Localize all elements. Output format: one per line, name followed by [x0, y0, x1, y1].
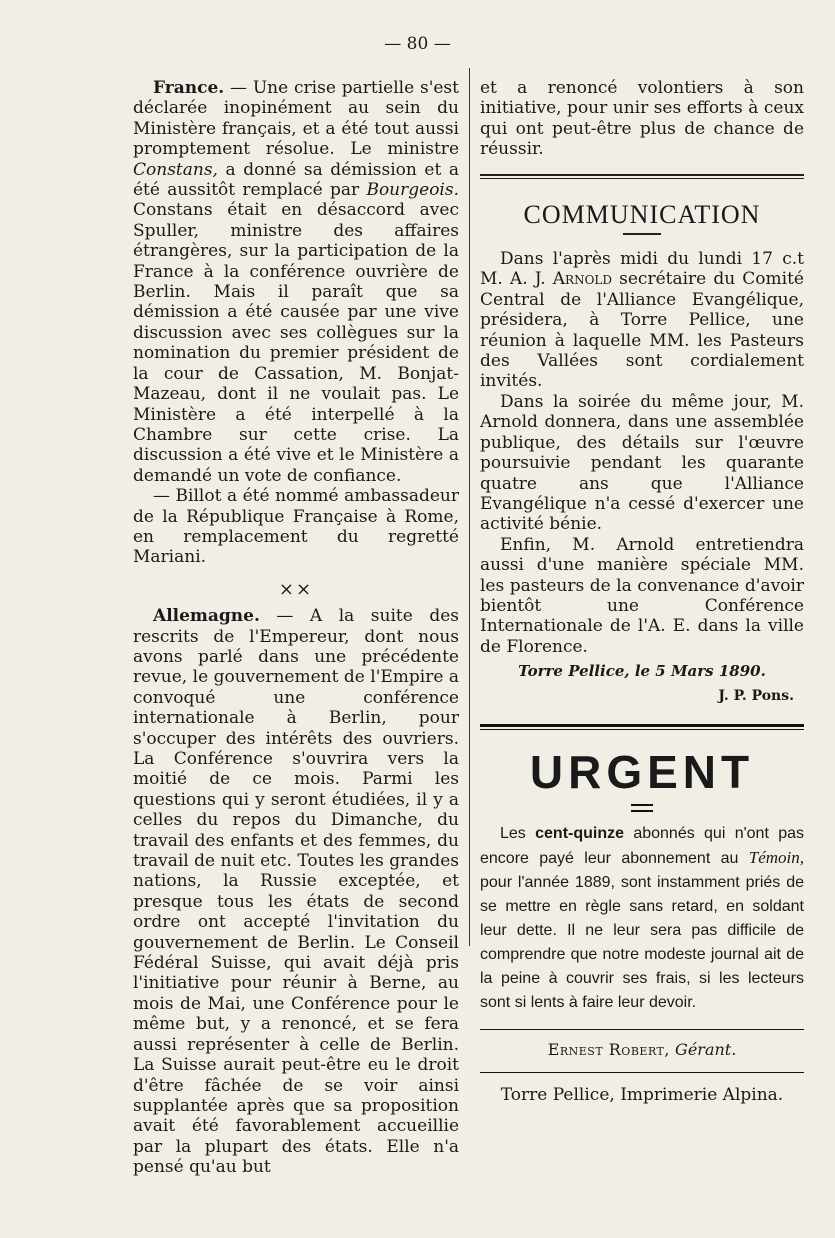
double-rule: [480, 174, 804, 179]
gerant-line: Ernest Robert, Gérant.: [547, 1039, 737, 1059]
allemagne-paragraph: Allemagne. — A la suite des rescrits de l'Empereur, dont nous avons parlé dans une précédente revue, le gouvernement de l'Empire a convoqué une conférence internationale à Berlin, pour s'occuper des intérêts des ouvriers. La Conférence s'ouvrira vers la moitié de ce mois. Parmi les questions qui y seront étudiées, il y a celles du repos du Dimanche, du travail des enfants et des femmes, du travail de nuit etc. Toutes les grandes nations, la Russie exceptée, et presque tous les états de second ordre ont accepté l'invitation du gouvernement de Berlin. Le Conseil Fédéral Suisse, qui avait déjà pris l'initiative pour réunir à Berne, au mois de Mai, une Conférence pour le même but, y a renoncé, et se fera aussi représenter à celle de Berlin. La Suisse aurait peut-être eu le droit d'être fâchée de se voir ainsi supplantée après que sa proposition avait été favorablement accueillie par la plupart des états. Elle n'a pensé qu'au but: [133, 606, 459, 1178]
column-divider: [469, 68, 470, 946]
section-separator: ××: [278, 578, 314, 600]
billot-paragraph: — Billot a été nommé ambassadeur de la République Française à Rome, en remplacement du regretté Mariani.: [133, 486, 459, 568]
right-column: [480, 78, 804, 1106]
left-column: [133, 78, 459, 1178]
heading-dash: [623, 233, 661, 235]
thin-rule: [480, 729, 804, 730]
thick-rule: [480, 724, 804, 727]
signature-name: J. P. Pons.: [718, 687, 794, 704]
communication-paragraph-2: Dans la soirée du même jour, M. Arnold donnera, dans une assemblée publique, des détails sur l'œuvre poursuivie pendant les quarante quatre ans que l'Alliance Evangélique n'a cessé d'exercer une activité bénie.: [480, 391, 804, 535]
imprimerie-rule: [480, 1072, 804, 1073]
allemagne-heading: Allemagne.: [153, 606, 260, 627]
france-paragraph: France. — Une crise partielle s'est déclarée inopinément au sein du Ministère français, et a été tout aussi promptement résolue. Le ministre Constans, a donné sa démission et a été aussitôt remplacé par Bourgeois. Constans était en désaccord avec Spuller, ministre des affaires étrangères, sur la participation de la France à la conférence ouvrière de Berlin. Mais il paraît que sa démission a été causée par une vive discussion avec ses collègues sur la nomination du premier président de la cour de Cassation, M. Bonjat-Mazeau, dont il ne voulait pas. Le Ministère a été interpellé à la Chambre sur cette crise. La discussion a été vive et le Ministère a demandé un vote de confiance.: [133, 78, 459, 486]
communication-paragraph-3: Enfin, M. Arnold entretiendra aussi d'une manière spéciale MM. les pasteurs de la convenance d'avoir bientôt une Conférence Internationale de l'A. E. dans la ville de Florence.: [480, 534, 804, 657]
equals-mark: [631, 804, 653, 812]
communication-heading: COMMUNICATION: [523, 199, 761, 229]
france-heading: France.: [153, 78, 225, 98]
communication-paragraph-1: Dans l'après midi du lundi 17 c.t M. A. J. Arnold secrétaire du Comité Central de l'Alliance Evangélique, présidera, à Torre Pellice, une réunion à laquelle MM. les Pasteurs des Vallées sont cordialement invités.: [480, 249, 804, 392]
continuation-paragraph: et a renoncé volontiers à son initiative, pour unir ses efforts à ceux qui ont peut-être plus de chance de réussir.: [480, 78, 804, 160]
urgent-paragraph: Les cent-quinze abonnés qui n'ont pas encore payé leur abonnement au Témoin, pour l'année 1889, sont instamment priés de se mettre en règle sans retard, en soldant leur dette. Il ne leur sera pas difficile de comprendre que notre modeste journal ait de la peine à couvrir ses frais, si les lecteurs sont si lents à faire leur devoir.: [480, 824, 805, 1011]
page-number: — 80 —: [384, 34, 451, 54]
imprimerie-line: Torre Pellice, Imprimerie Alpina.: [500, 1085, 784, 1106]
signature-place-date: Torre Pellice, le 5 Mars 1890.: [518, 662, 766, 681]
gerant-rule: [480, 1029, 804, 1030]
urgent-heading: URGENT: [529, 745, 755, 798]
